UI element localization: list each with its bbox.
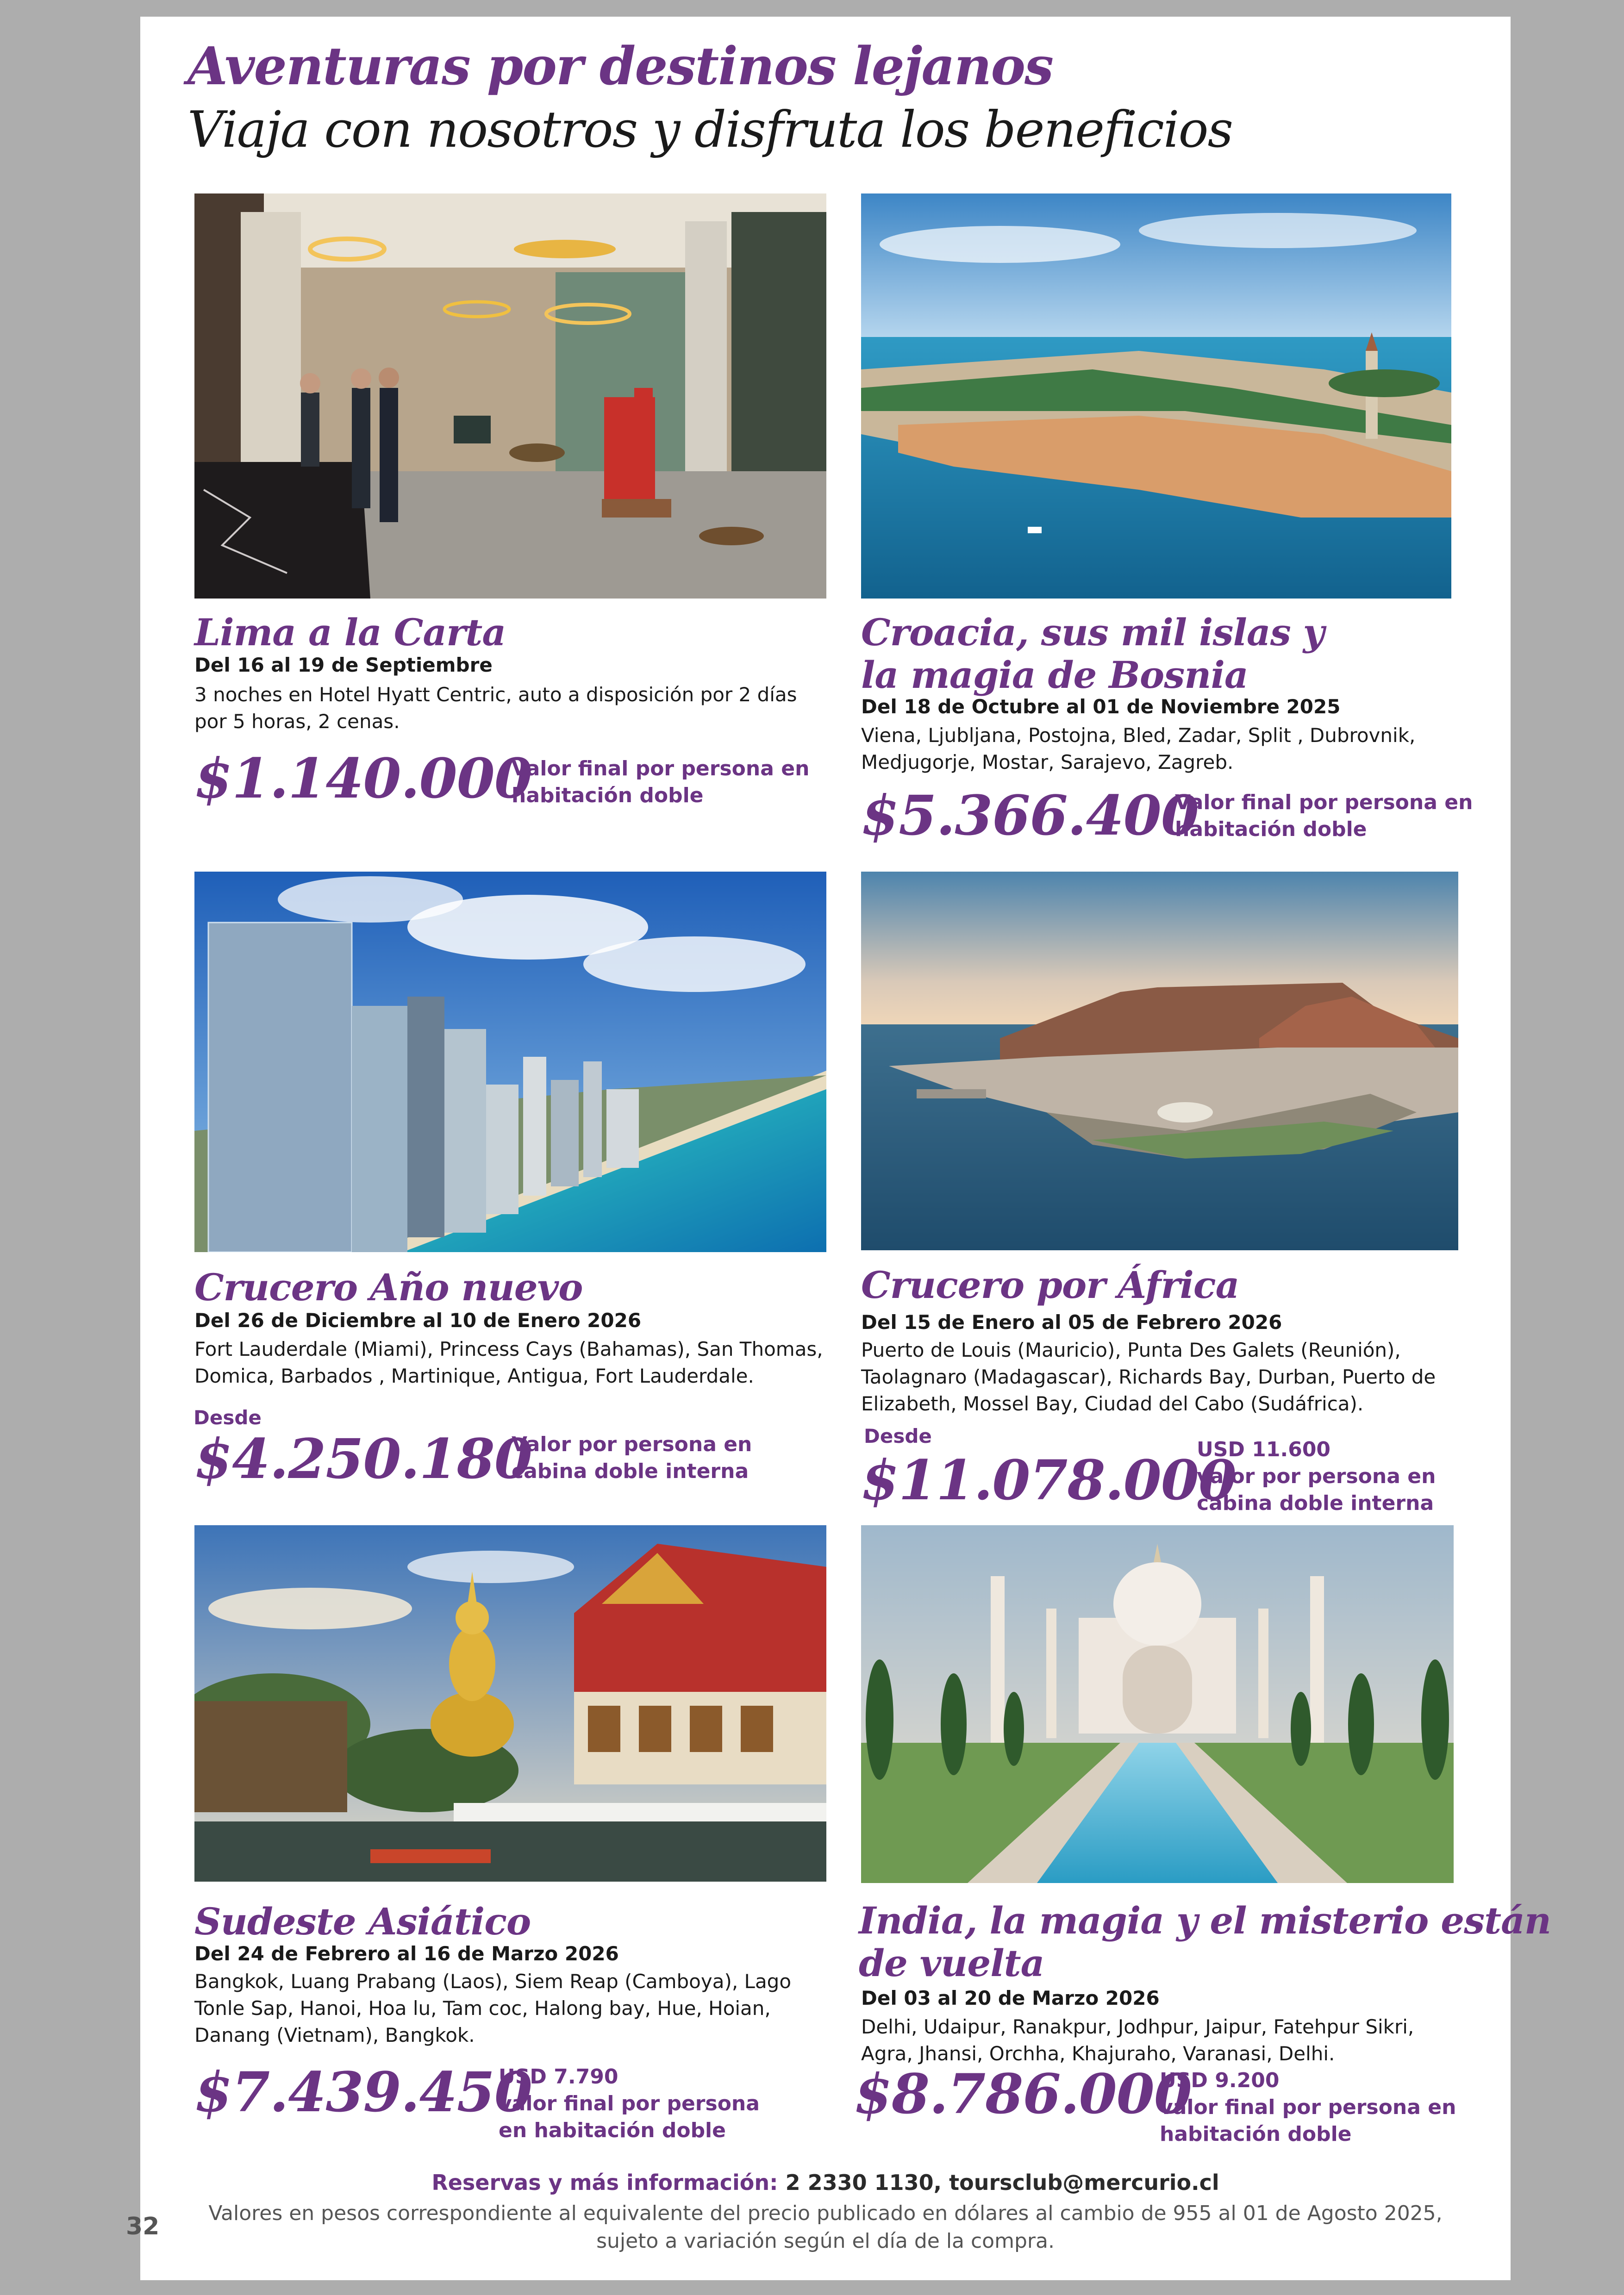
price-note: Valor por persona en cabina doble interna <box>512 1433 752 1483</box>
card-price: $4.250.180 <box>194 1427 532 1491</box>
taj-mahal-photo <box>861 1525 1454 1883</box>
footer-disclaimer: Valores en pesos correspondiente al equivalente del precio publicado en dólares al cambio de 955 al 01 de Agosto 2025, sujeto a variación según el día de la compra. <box>208 2201 1443 2253</box>
page-title: Aventuras por destinos lejanos <box>187 36 1053 97</box>
page-subtitle: Viaja con nosotros y disfruta los beneficios <box>187 101 1232 159</box>
price-note: USD 7.790 valor final por persona en habitación doble <box>499 2064 760 2144</box>
price-note: USD 9.200 valor final por persona en habitación doble <box>1160 2067 1456 2148</box>
miami-beach-photo <box>194 872 826 1252</box>
card-price: $11.078.000 <box>861 1448 1237 1512</box>
thai-temple-photo <box>194 1525 826 1882</box>
card-price: $7.439.450 <box>194 2060 532 2124</box>
price-note: USD 11.600 valor por persona en cabina doble interna <box>1197 1436 1436 1517</box>
card-price: $8.786.000 <box>854 2062 1192 2126</box>
card-title: India, la magia y el misterio están de vuelta <box>859 1899 1551 1985</box>
usd-price: USD 7.790 <box>499 2065 618 2089</box>
cape-town-photo <box>861 872 1458 1250</box>
contact-value[interactable]: 2 2330 1130, toursclub@mercurio.cl <box>785 2170 1219 2195</box>
card-price: $5.366.400 <box>861 783 1199 848</box>
price-prefix: Desde <box>194 1406 262 1429</box>
card-title: Sudeste Asiático <box>194 1900 531 1943</box>
card-description: Bangkok, Luang Prabang (Laos), Siem Reap (Camboya), Lago Tonle Sap, Hanoi, Hoa lu, Tam coc, Halong bay, Hue, Hoian, Danang (Vietnam), Bangkok. <box>194 1970 792 2046</box>
page-number: 32 <box>126 2213 160 2240</box>
price-note: Valor final por persona en habitación doble <box>1175 791 1473 841</box>
card-dates: Del 15 de Enero al 05 de Febrero 2026 <box>861 1311 1282 1334</box>
footer-contact <box>140 2170 1511 2195</box>
coastal-town-photo <box>861 193 1451 599</box>
card-dates: Del 03 al 20 de Marzo 2026 <box>861 1987 1160 2009</box>
card-description: 3 noches en Hotel Hyatt Centric, auto a disposición por 2 días por 5 horas, 2 cenas. <box>194 683 797 733</box>
usd-price: USD 9.200 <box>1160 2069 1280 2092</box>
card-description: Puerto de Louis (Mauricio), Punta Des Galets (Reunión), Taolagnaro (Madagascar), Richards Bay, Durban, Puerto de Elizabeth, Mossel Bay, Ciudad del Cabo (Sudáfrica). <box>861 1339 1436 1415</box>
price-note: Valor final por persona en habitación doble <box>512 757 810 807</box>
contact-label: Reservas y más información: <box>431 2170 778 2195</box>
card-description: Viena, Ljubljana, Postojna, Bled, Zadar, Split , Dubrovnik, Medjugorje, Mostar, Sarajevo, Zagreb. <box>861 724 1416 773</box>
card-title: Croacia, sus mil islas y la magia de Bosnia <box>861 611 1324 697</box>
price-prefix: Desde <box>864 1425 932 1447</box>
card-description: Fort Lauderdale (Miami), Princess Cays (Bahamas), San Thomas, Domica, Barbados , Martinique, Antigua, Fort Lauderdale. <box>194 1338 823 1387</box>
usd-price: USD 11.600 <box>1197 1438 1331 1461</box>
card-title: Crucero por África <box>861 1263 1239 1307</box>
card-description: Delhi, Udaipur, Ranakpur, Jodhpur, Jaipur, Fatehpur Sikri, Agra, Jhansi, Orchha, Khajuraho, Varanasi, Delhi. <box>861 2015 1414 2065</box>
card-price: $1.140.000 <box>194 746 532 811</box>
card-title: Lima a la Carta <box>194 611 506 654</box>
card-dates: Del 16 al 19 de Septiembre <box>194 654 493 676</box>
card-title: Crucero Año nuevo <box>194 1266 583 1309</box>
hotel-lobby-photo <box>194 193 826 599</box>
card-dates: Del 18 de Octubre al 01 de Noviembre 2025 <box>861 695 1341 718</box>
card-dates: Del 24 de Febrero al 16 de Marzo 2026 <box>194 1942 619 1965</box>
card-dates: Del 26 de Diciembre al 10 de Enero 2026 <box>194 1309 642 1332</box>
